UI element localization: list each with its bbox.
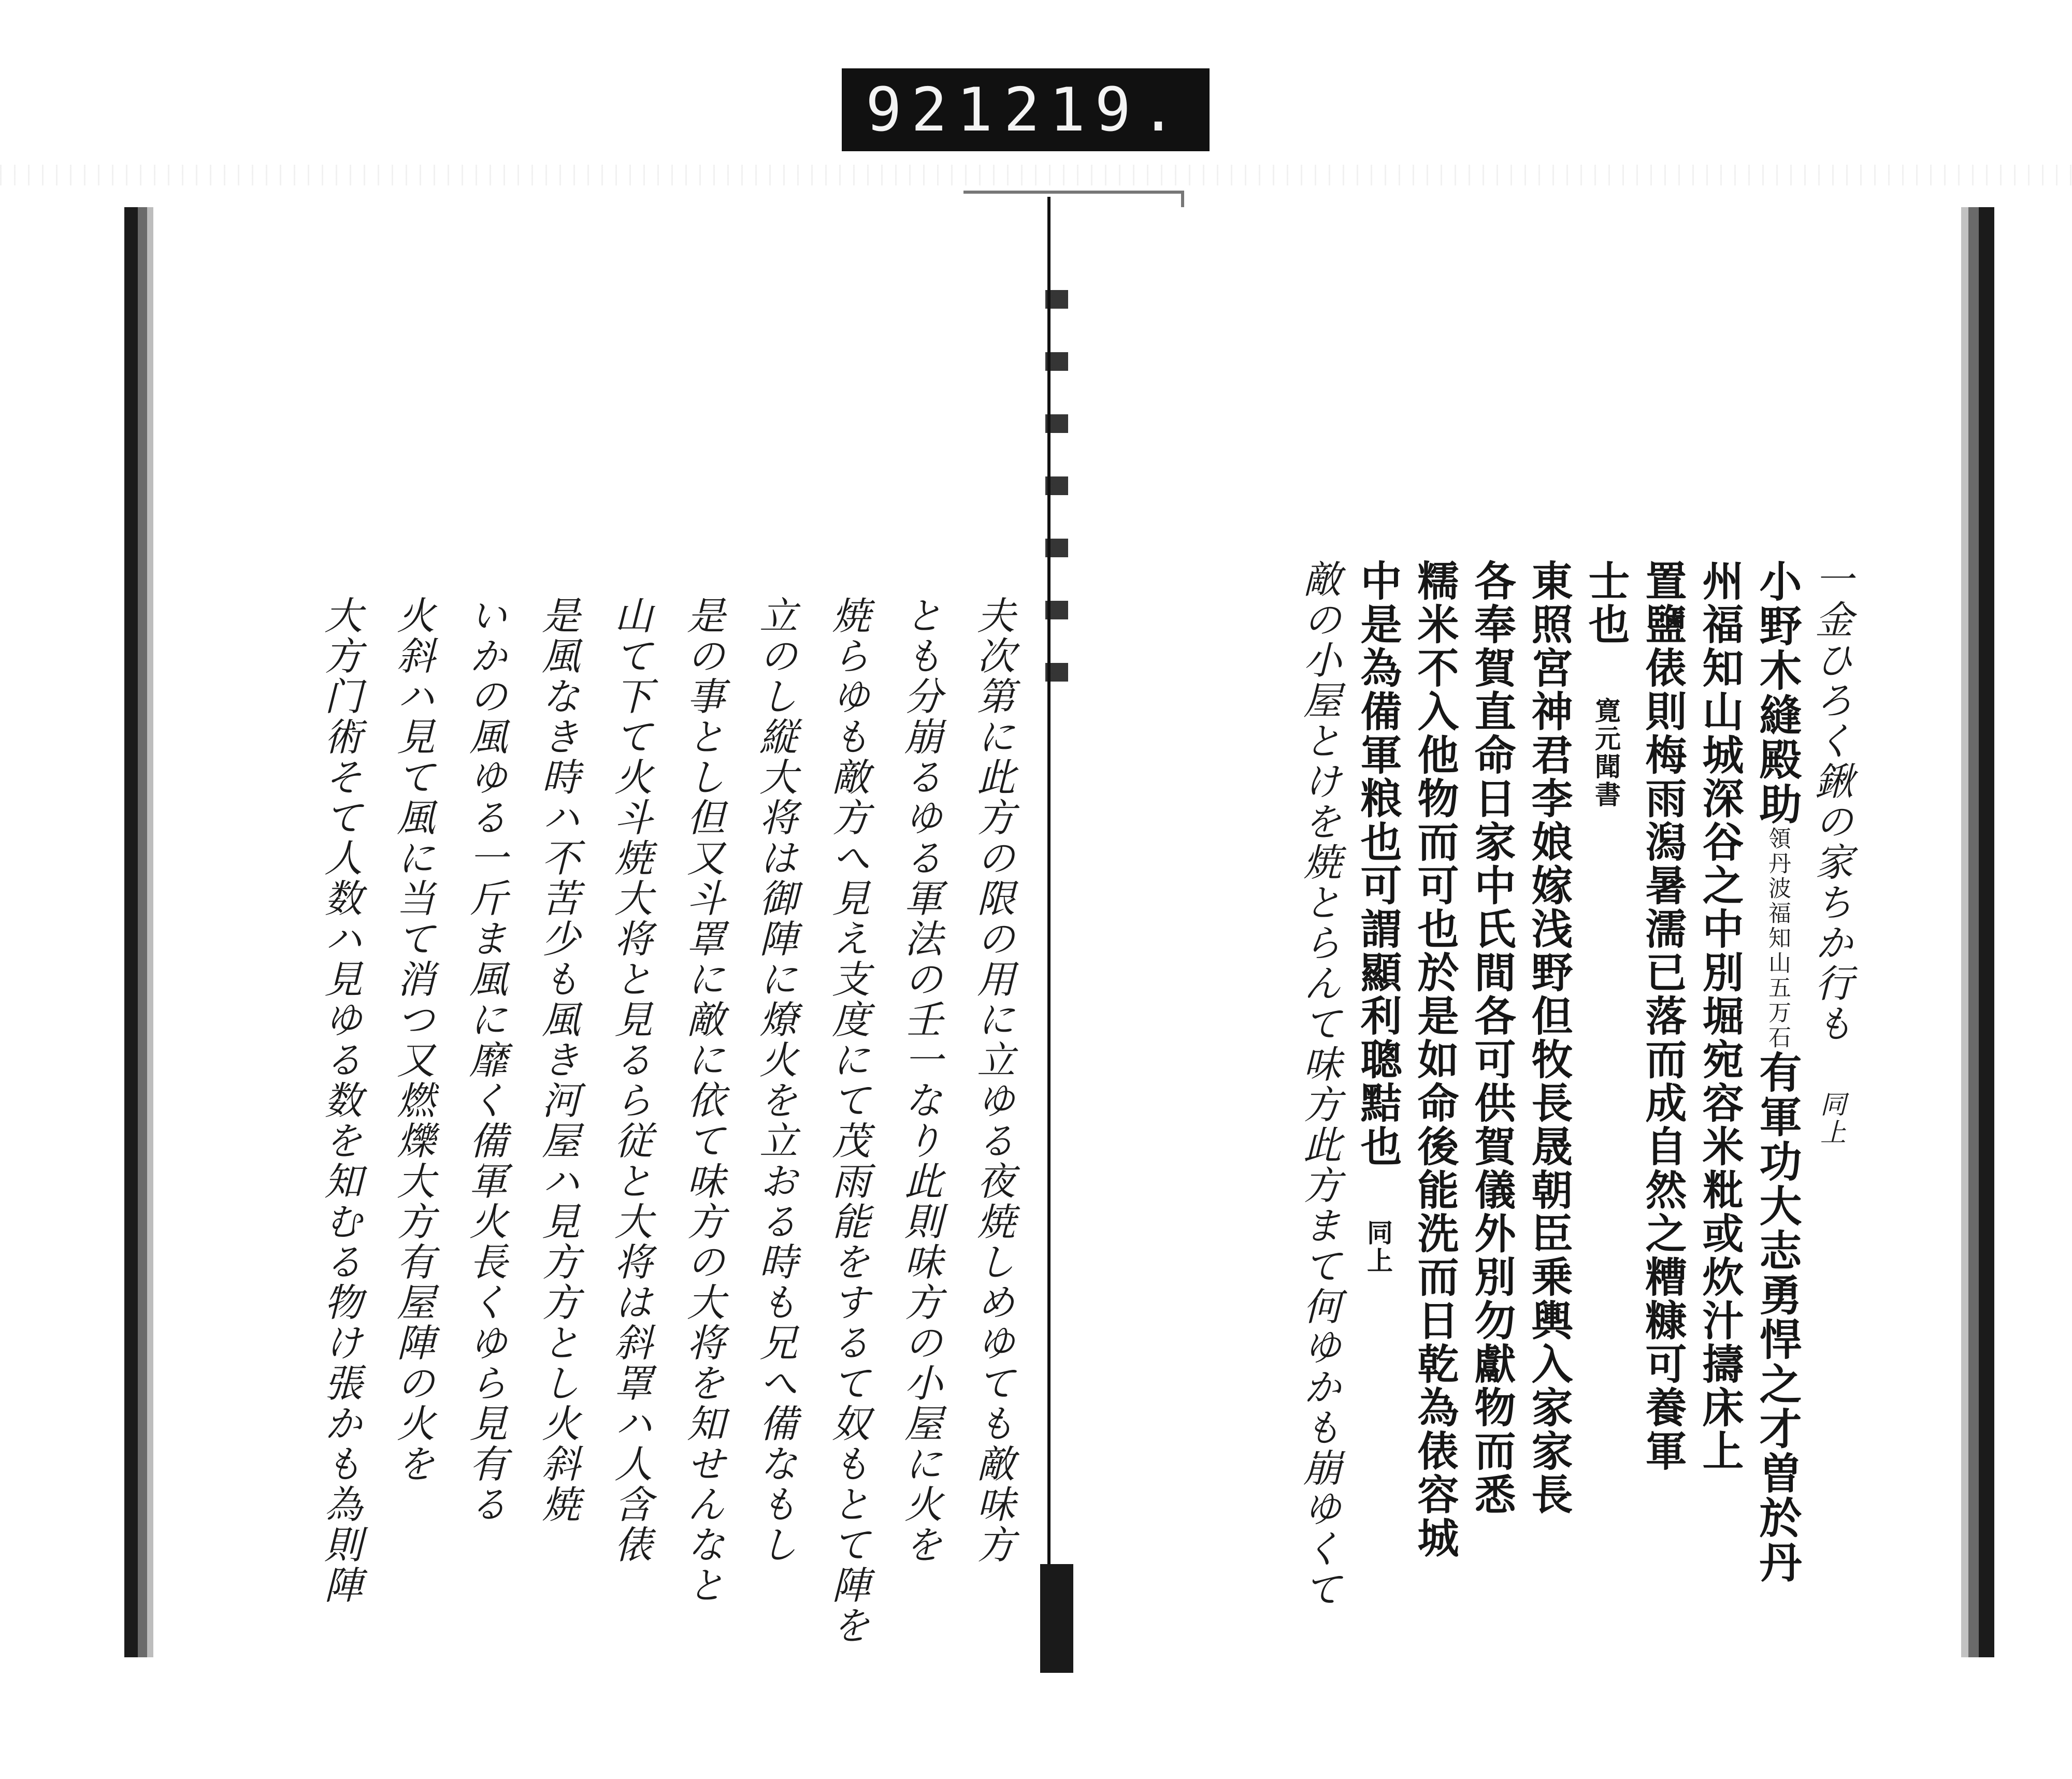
catalog-number-left: 921 (866, 75, 1002, 145)
left-column-6: 山て下て火斗焼大将と見るら従と大将は斜罩ハ人含俵 (608, 596, 653, 1565)
catalog-number-right: 219. (1003, 75, 1186, 145)
right-column-5-ref: 寛元聞書 (1591, 697, 1621, 809)
right-column-6: 東照宮神君李娘嫁浅野但牧長晟朝臣乗輿入家家長 (1524, 559, 1573, 1516)
left-column-4: 立のし縦大将は御陣に燎火を立おる時も兄へ備なもし (753, 596, 798, 1565)
left-column-10: 大方门術そて人数ハ見ゆる数を知むる物け張かも為則陣 (318, 596, 363, 1606)
scan-noise (0, 165, 2072, 185)
right-column-2: 小野木縫殿助領丹波福知山五万石有軍功大志勇悍之才曽於丹 (1752, 559, 1802, 1585)
right-column-7: 各奉賀直命日家中氏間各可供賀儀外別勿獻物而悉 (1467, 559, 1516, 1516)
right-column-9-ref: 同上 (1363, 1219, 1393, 1275)
right-column-3: 州福知山城深谷之中別堀宛容米粃或炊汁擣床上 (1695, 559, 1744, 1473)
left-column-3: 焼らゆも敵方へ見え支度にて茂雨能をするて奴もとて陣を (826, 596, 870, 1646)
right-column-9: 中是為備軍粮也可謂顯利聰黠也 同上 (1354, 559, 1402, 1275)
left-column-5: 是の事とし但又斗罩に敵に依て味方の大将を知せんなと (681, 596, 725, 1606)
left-column-9: 火斜ハ見て風に当て消つ又燃爍大方有屋陣の火を (391, 596, 435, 1484)
right-column-1-ref: 同上 (1816, 1091, 1846, 1147)
right-column-5: 士也 寛元聞書 (1581, 559, 1630, 809)
right-column-10: 敵の小屋とけを焼とらんて味方此方まて何ゆかも崩ゆくて (1297, 559, 1342, 1610)
left-column-8: いかの風ゆる一斤ま風に靡く備軍火長くゆら見有る (463, 596, 508, 1525)
right-column-4: 置鹽俵則梅雨潟暑濡已落而成自然之糟糠可養軍 (1638, 559, 1687, 1473)
gutter-binding-foot (1040, 1564, 1073, 1673)
left-column-1: 夫次第に此方の限の用に立ゆる夜焼しめゆても敵味方 (971, 596, 1015, 1565)
right-column-2-note: 領丹波福知山五万石 (1764, 827, 1791, 1050)
left-column-2: とも分崩るゆる軍法の壬一なり此則味方の小屋に火を (898, 596, 943, 1565)
right-column-8: 糯米不入他物而可也於是如命後能洗而日乾為俵容城 (1411, 559, 1459, 1560)
catalog-label (842, 68, 1210, 151)
left-column-7: 是風なき時ハ不苦少も風き河屋ハ見方方とし火斜焼 (536, 596, 580, 1525)
gutter-binding-mark (1045, 290, 1068, 684)
right-column-1: 一金ひろく鍬の家ちか行も 同上 (1809, 559, 1853, 1147)
